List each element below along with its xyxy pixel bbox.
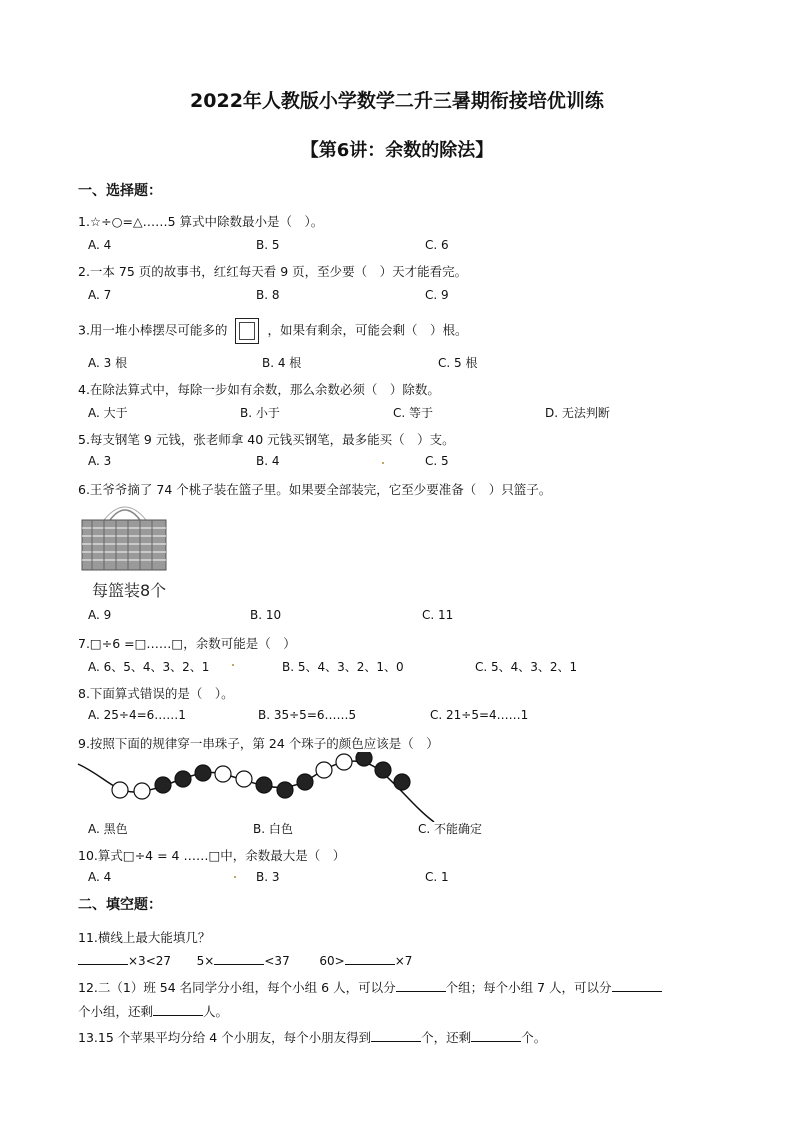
page-title: 2022年人教版小学数学二升三暑期衔接培优训练 (190, 90, 604, 112)
q7-option-b: B. 5、4、3、2、1、0 (282, 660, 404, 674)
q13-text-2: 个，还剩 (421, 1030, 472, 1045)
white-bead (134, 783, 150, 799)
q8-option-b: B. 35÷5=6……5 (258, 708, 357, 722)
section-heading-choice: 一、选择题： (78, 183, 162, 199)
section-heading-fill: 二、填空题： (78, 897, 162, 913)
q12-text-2: 个组；每个小组 7 人，可以分 (445, 980, 612, 995)
q11-blank-1[interactable] (78, 952, 128, 965)
q3-option-a: A. 3 根 (88, 356, 128, 370)
question-8: 8.下面算式错误的是（ ）。 (78, 686, 234, 701)
q13-text-3: 个。 (521, 1030, 547, 1045)
q1-option-b: B. 5 (256, 238, 280, 252)
q13-text-1: 13.15 个苹果平均分给 4 个小朋友，每个小朋友得到 (78, 1030, 372, 1045)
q12-text-1: 12.二（1）班 54 名同学分小组，每个小组 6 人，可以分 (78, 980, 396, 995)
question-5: 5.每支钢笔 9 元钱，张老师拿 40 元钱买钢笔，最多能买（ ）支。 (78, 432, 455, 447)
question-6: 6.王爷爷摘了 74 个桃子装在篮子里。如果要全部装完，它至少要准备（ ）只篮子。 (78, 482, 552, 497)
q3-text-after: ，如果有剩余，可能会剩（ ）根。 (267, 322, 468, 338)
white-bead (215, 766, 231, 782)
white-bead (316, 762, 332, 778)
q5-option-c: C. 5 (425, 454, 449, 468)
black-bead (155, 777, 171, 793)
q12-blank-1[interactable] (396, 979, 446, 992)
page-subtitle: 【第6讲：余数的除法】 (300, 140, 494, 161)
question-12-line-2 (78, 1002, 228, 1020)
question-11-expressions (78, 952, 412, 968)
question-1: 1.☆÷○=△……5 算式中除数最小是（ ）。 (78, 214, 324, 229)
q11-expr-2a: 5× (196, 954, 215, 968)
question-13 (78, 1028, 546, 1046)
q3-option-b: B. 4 根 (262, 356, 302, 370)
black-bead (356, 752, 372, 766)
basket-icon (80, 504, 170, 576)
basket-caption: 每篮装8个 (92, 581, 167, 600)
white-bead (112, 782, 128, 798)
q10-option-b: B. 3 (256, 870, 280, 884)
q12-text-3: 个小组，还剩 (78, 1004, 154, 1019)
q1-option-c: C. 6 (425, 238, 449, 252)
bead-string-figure (74, 752, 444, 822)
question-9: 9.按照下面的规律穿一串珠子，第 24 个珠子的颜色应该是（ ） (78, 736, 439, 751)
q12-blank-2[interactable] (612, 979, 662, 992)
q8-option-a: A. 25÷4=6……1 (88, 708, 186, 722)
black-bead (375, 762, 391, 778)
beads-group (112, 752, 410, 799)
q11-expr-1: ×3<27 (128, 954, 172, 968)
q1-option-a: A. 4 (88, 238, 112, 252)
square-figure-icon (235, 318, 259, 344)
question-11: 11.横线上最大能填几？ (78, 930, 211, 945)
black-bead (256, 777, 272, 793)
q9-option-c: C. 不能确定 (418, 822, 483, 836)
black-bead (175, 771, 191, 787)
q2-option-b: B. 8 (256, 288, 280, 302)
q11-expr-3a: 60> (319, 954, 345, 968)
black-bead (277, 782, 293, 798)
question-2: 2.一本 75 页的故事书，红红每天看 9 页，至少要（ ）天才能看完。 (78, 264, 468, 279)
q11-expr-2b: <37 (264, 954, 290, 968)
q2-option-a: A. 7 (88, 288, 112, 302)
question-4: 4.在除法算式中，每除一步如有余数，那么余数必须（ ）除数。 (78, 382, 440, 397)
q11-blank-3[interactable] (345, 952, 395, 965)
q9-option-b: B. 白色 (253, 822, 293, 836)
question-3 (78, 318, 467, 344)
q6-option-a: A. 9 (88, 608, 112, 622)
q10-option-c: C. 1 (425, 870, 449, 884)
white-bead (336, 754, 352, 770)
q2-option-c: C. 9 (425, 288, 449, 302)
q6-option-b: B. 10 (250, 608, 282, 622)
q11-blank-2[interactable] (214, 952, 264, 965)
q9-option-a: A. 黑色 (88, 822, 128, 836)
q12-text-4: 人。 (203, 1004, 229, 1019)
q10-option-a: A. 4 (88, 870, 112, 884)
question-10: 10.算式□÷4 = 4 ……□中，余数最大是（ ） (78, 848, 346, 863)
question-7: 7.□÷6 =□……□，余数可能是（ ） (78, 636, 296, 651)
q13-blank-1[interactable] (371, 1029, 421, 1042)
white-bead (236, 771, 252, 787)
q8-option-c: C. 21÷5=4……1 (430, 708, 529, 722)
question-12-line-1 (78, 978, 662, 996)
q3-option-c: C. 5 根 (438, 356, 478, 370)
q5-option-b: B. 4 (256, 454, 280, 468)
q7-option-a: A. 6、5、4、3、2、1 (88, 660, 210, 674)
q4-option-d: D. 无法判断 (545, 406, 610, 420)
black-bead (195, 765, 211, 781)
q11-expr-3b: ×7 (394, 954, 413, 968)
q6-option-c: C. 11 (422, 608, 454, 622)
q4-option-a: A. 大于 (88, 406, 128, 420)
black-bead (394, 774, 410, 790)
q4-option-b: B. 小于 (240, 406, 280, 420)
q5-option-a: A. 3 (88, 454, 112, 468)
q3-text-before: 3.用一堆小棒摆尽可能多的 (78, 322, 228, 338)
q4-option-c: C. 等于 (393, 406, 434, 420)
q13-blank-2[interactable] (471, 1029, 521, 1042)
q7-option-c: C. 5、4、3、2、1 (475, 660, 578, 674)
black-bead (297, 774, 313, 790)
q12-blank-3[interactable] (153, 1003, 203, 1016)
